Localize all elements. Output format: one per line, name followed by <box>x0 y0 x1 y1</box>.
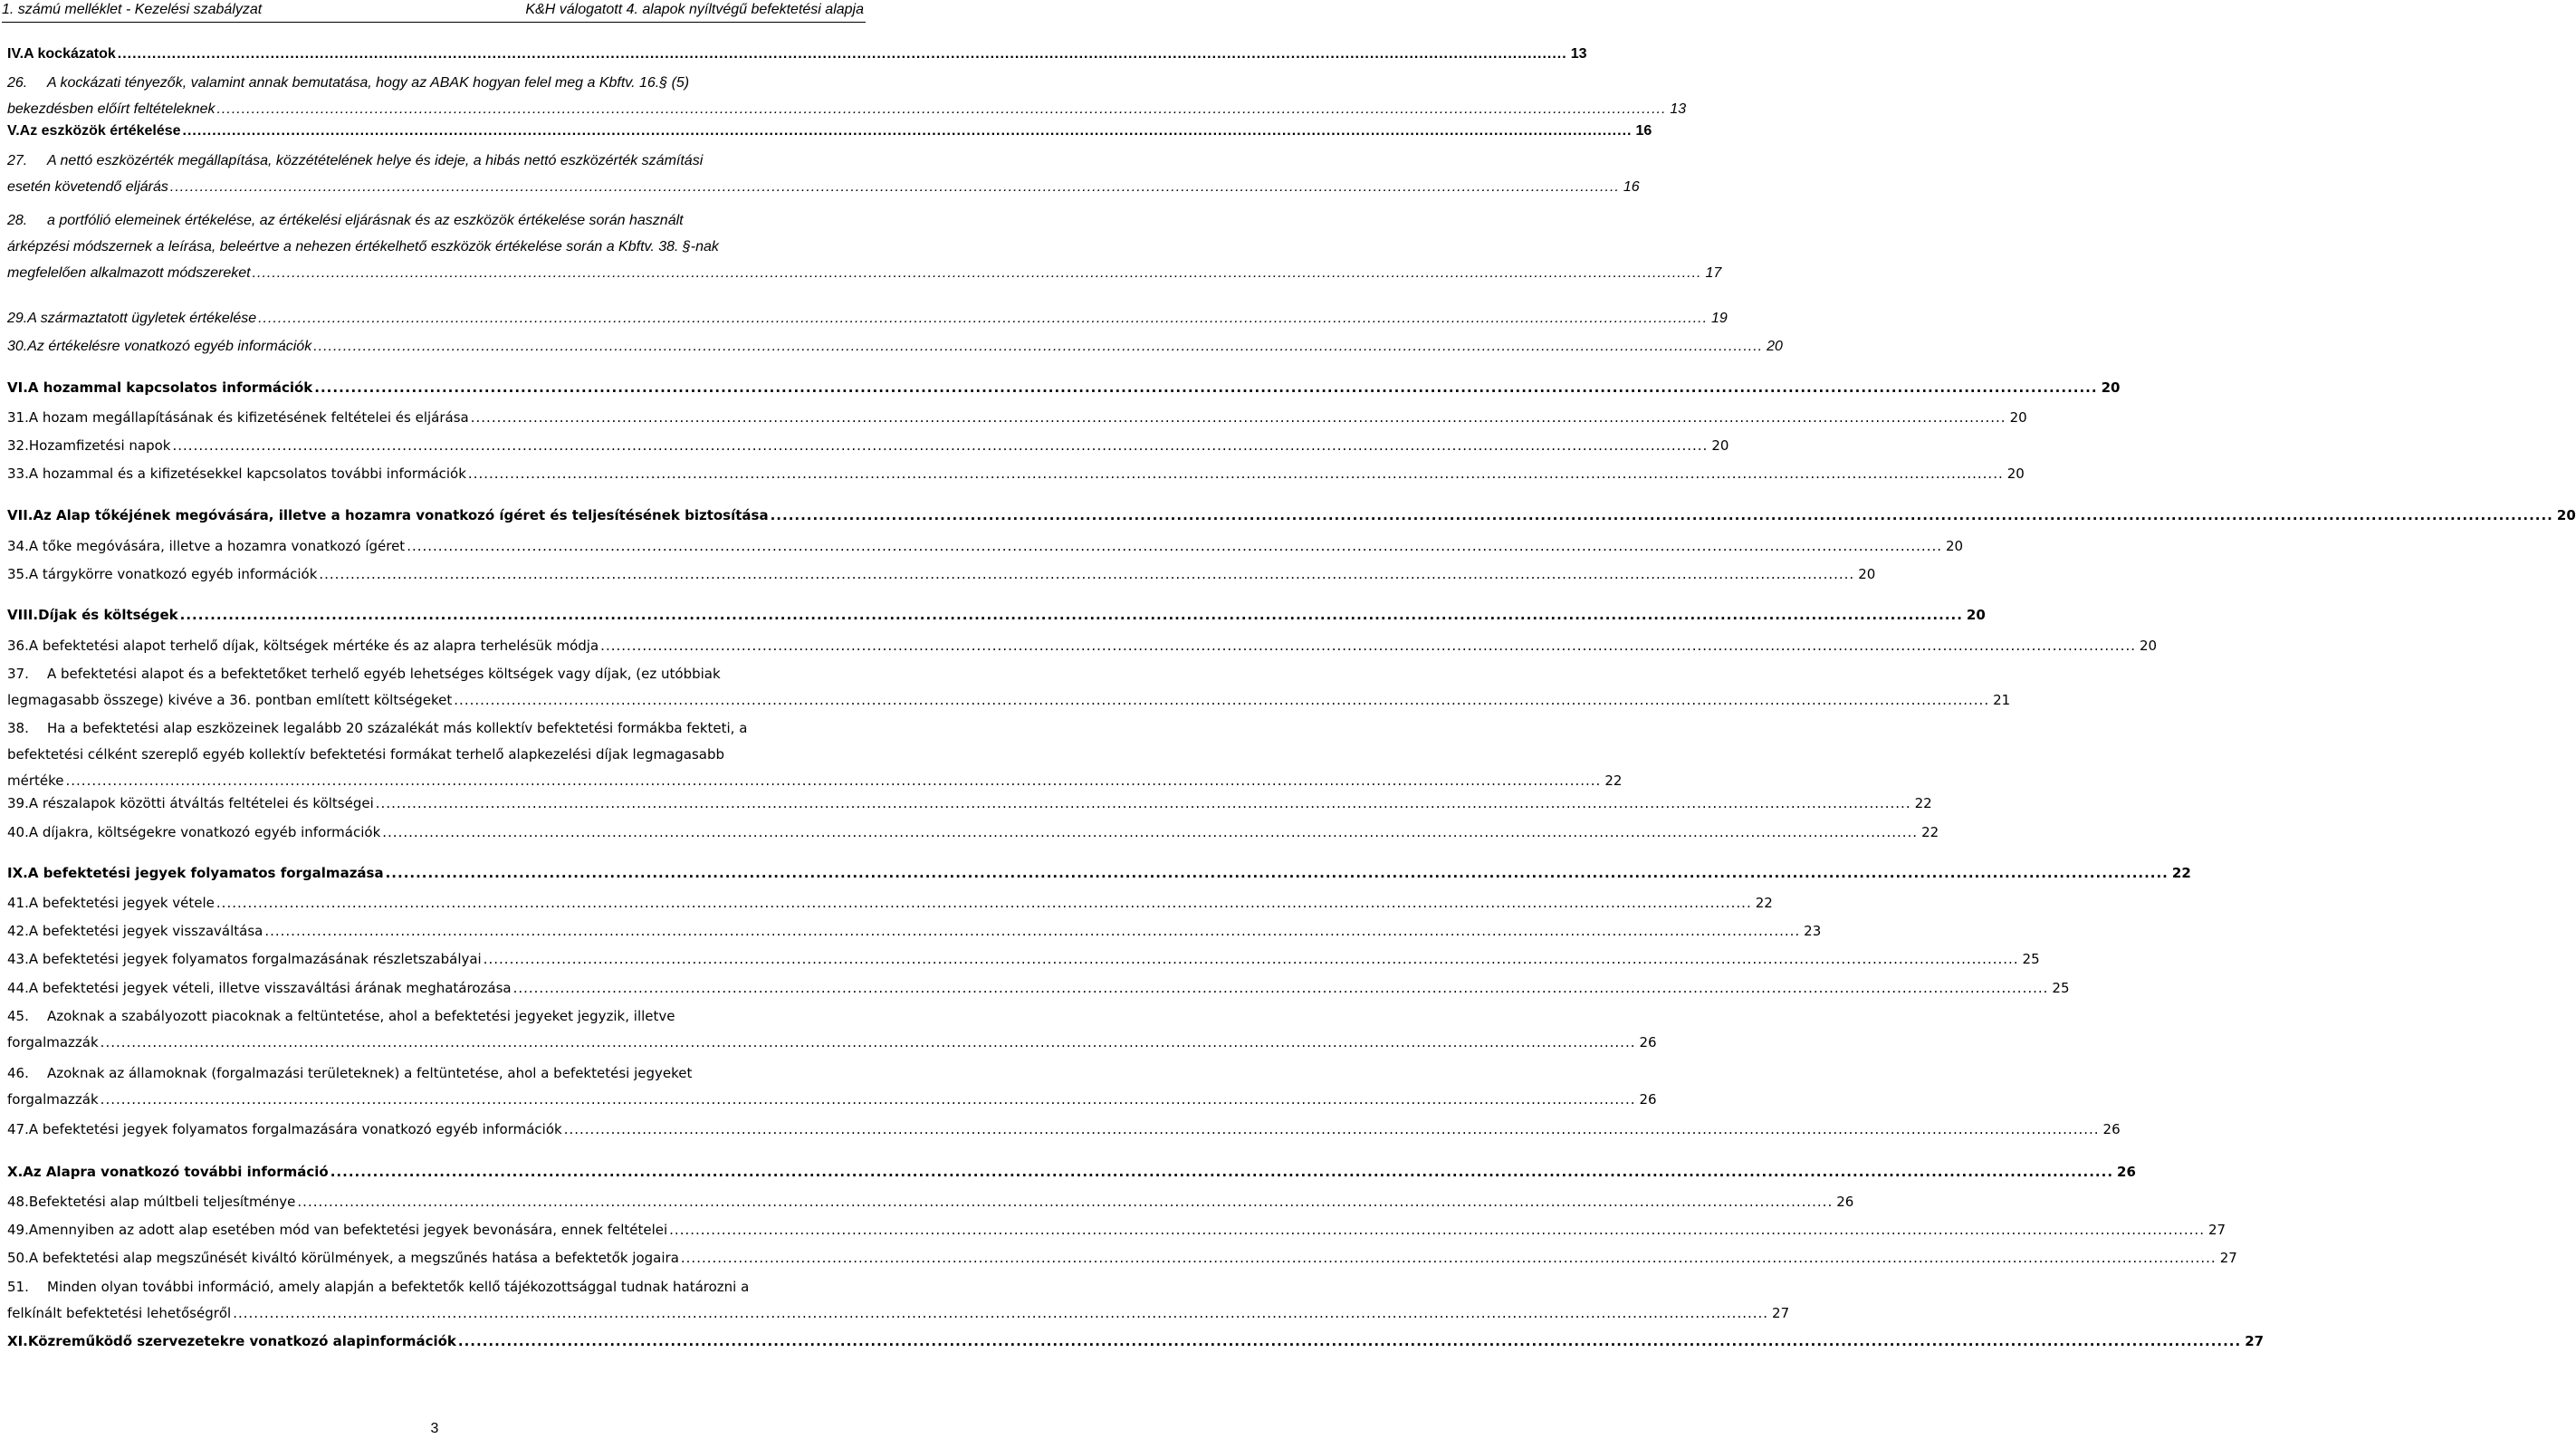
toc-number: 37. <box>7 666 29 682</box>
toc-title: befektetési célként szereplő egyéb kollektív befektetési formákat terhelő alapkezelési díjak legmagasabb <box>7 746 725 763</box>
dot-leader <box>264 918 1800 945</box>
dot-leader <box>454 687 1989 714</box>
toc-number: 36. <box>7 638 29 654</box>
toc-item[interactable] <box>7 918 1822 945</box>
toc-title: A befektetési jegyek visszaváltása <box>28 923 263 939</box>
toc-number: VI. <box>7 379 28 396</box>
toc-number: 32. <box>7 437 29 454</box>
dot-leader <box>297 1189 1833 1215</box>
toc-title: A díjakra, költségekre vonatkozó egyéb információk <box>28 824 381 840</box>
toc-title: A tárgykörre vonatkozó egyéb információk <box>28 566 318 582</box>
toc-number: 34. <box>7 538 29 554</box>
toc-number: 47. <box>7 1121 29 1137</box>
toc-item[interactable] <box>7 405 2027 431</box>
toc-page: 27 <box>1772 1305 1790 1321</box>
toc-item[interactable] <box>7 148 1640 200</box>
dot-leader <box>180 602 1963 628</box>
toc-title: megfelelően alkalmazott módszereket <box>7 265 251 281</box>
toc-number: 43. <box>7 951 29 967</box>
toc-page: 26 <box>1639 1091 1657 1108</box>
toc-page: 20 <box>1966 607 1986 623</box>
toc-title: Az eszközök értékelése <box>19 123 181 139</box>
toc-page: 27 <box>2245 1333 2265 1349</box>
toc-page: 25 <box>2052 980 2070 996</box>
toc-number: 41. <box>7 895 29 911</box>
toc-item[interactable] <box>7 333 1783 360</box>
toc-title: Befektetési alap múltbeli teljesítménye <box>28 1194 296 1210</box>
toc-item[interactable] <box>7 1217 2226 1243</box>
toc-page: 20 <box>2556 507 2576 523</box>
toc-title: árképzési módszernek a leírása, beleértve a nehezen értékelhető eszközök értékelése során a Kbftv. 38. §-nak <box>7 239 719 254</box>
toc-title: A tőke megóvására, illetve a hozamra vonatkozó ígéret <box>28 538 406 554</box>
dot-leader <box>382 820 1918 846</box>
toc-item[interactable] <box>7 791 1932 817</box>
toc-number: 46. <box>7 1065 29 1081</box>
toc-number: IV. <box>7 46 24 62</box>
toc-number: 40. <box>7 824 29 840</box>
toc-number: VII. <box>7 507 34 523</box>
dot-leader <box>386 860 2169 887</box>
toc-page: 23 <box>1804 923 1822 939</box>
dot-leader <box>407 533 1942 560</box>
toc-item[interactable] <box>7 1060 1657 1113</box>
toc-number: 35. <box>7 566 29 582</box>
toc-title: A kockázati tényezők, valamint annak bemutatása, hogy az ABAK hogyan felel meg a Kbftv. 16.§ (5) <box>47 75 690 91</box>
toc-page: 20 <box>2101 379 2121 396</box>
toc-title: forgalmazzák <box>7 1034 99 1050</box>
toc-chapter[interactable] <box>7 1329 2265 1355</box>
toc-page: 20 <box>1711 437 1729 454</box>
dot-leader <box>253 260 1702 286</box>
toc-chapter[interactable] <box>7 118 1652 144</box>
toc-item[interactable] <box>7 661 2011 714</box>
dot-leader <box>216 890 1752 916</box>
toc-page: 13 <box>1570 46 1587 62</box>
dot-leader <box>173 433 1709 459</box>
toc-chapter[interactable] <box>7 375 2121 401</box>
toc-item[interactable] <box>7 70 1687 122</box>
toc-item[interactable] <box>7 1245 2237 1271</box>
toc-number: 29. <box>7 311 28 326</box>
page-number: 3 <box>430 1421 439 1436</box>
toc-item[interactable] <box>7 1189 1854 1215</box>
toc-number: 26. <box>7 75 28 91</box>
toc-item[interactable] <box>7 305 1728 331</box>
toc-title: Díjak és költségek <box>38 607 178 623</box>
toc-page: 20 <box>1767 339 1783 354</box>
toc-title: bekezdésben előírt feltételeknek <box>7 101 215 117</box>
toc-item[interactable] <box>7 1274 1790 1327</box>
toc-chapter[interactable] <box>7 860 2191 887</box>
toc-number: 28. <box>7 213 28 228</box>
header-right: K&H válogatott 4. alapok nyíltvégű befektetési alapja <box>525 2 864 17</box>
toc-title: A hozammal kapcsolatos információk <box>27 379 313 396</box>
toc-page: 20 <box>2009 409 2027 426</box>
toc-number: 45. <box>7 1008 29 1024</box>
toc-page: 26 <box>1836 1194 1854 1210</box>
toc-page: 20 <box>2139 638 2158 654</box>
toc-page: 27 <box>2207 1222 2226 1238</box>
toc-item[interactable] <box>7 890 1773 916</box>
toc-title: Amennyiben az adott alap esetében mód van befektetési jegyek bevonására, ennek feltételei <box>28 1222 668 1238</box>
toc-page: 17 <box>1705 265 1722 281</box>
toc-item[interactable] <box>7 715 1623 794</box>
toc-title: forgalmazzák <box>7 1091 99 1108</box>
toc-number: 51. <box>7 1279 29 1295</box>
toc-page: 27 <box>2219 1250 2237 1266</box>
toc-number: XI. <box>7 1333 28 1349</box>
toc-title: Az Alap tőkéjének megóvására, illetve a hozamra vonatkozó ígéret és teljesítésének biztosítása <box>33 507 769 523</box>
toc-title: mértéke <box>7 772 64 789</box>
toc-page: 22 <box>1914 795 1932 811</box>
dot-leader <box>314 375 2097 401</box>
toc-number: 31. <box>7 409 29 426</box>
dot-leader <box>101 1087 1636 1113</box>
toc-item[interactable] <box>7 633 2158 659</box>
toc-title: legmagasabb összege) kivéve a 36. pontban említett költségeket <box>7 692 453 708</box>
toc-title: Azoknak az államoknak (forgalmazási területeknek) a feltüntetése, ahol a befektetési jegyeket <box>47 1065 693 1081</box>
toc-item[interactable] <box>7 561 1876 588</box>
toc-page: 26 <box>2117 1164 2136 1180</box>
toc-number: 49. <box>7 1222 29 1238</box>
toc-title: felkínált befektetési lehetőségről <box>7 1305 232 1321</box>
dot-leader <box>313 333 1763 360</box>
toc-title: A befektetési jegyek vételi, illetve visszaváltási árának meghatározása <box>28 980 512 996</box>
dot-leader <box>513 975 2049 1002</box>
header-left: 1. számú melléklet - Kezelési szabályzat <box>2 2 263 17</box>
toc-number: 27. <box>7 153 28 168</box>
toc-title: Hozamfizetési napok <box>28 437 171 454</box>
toc-page: 16 <box>1623 179 1640 195</box>
toc-title: A befektetési alapot és a befektetőket terhelő egyéb lehetséges költségek vagy díjak, (ez utóbbiak <box>47 666 721 682</box>
toc-item[interactable] <box>7 946 2040 973</box>
toc-page: 25 <box>2022 951 2040 967</box>
toc-item[interactable] <box>7 820 1939 846</box>
dot-leader <box>170 174 1620 200</box>
toc-chapter[interactable] <box>7 503 2576 529</box>
dot-leader <box>600 633 2136 659</box>
toc-title: A hozammal és a kifizetésekkel kapcsolatos további információk <box>28 465 466 482</box>
dot-leader <box>330 1159 2113 1185</box>
toc-title: A részalapok közötti átváltás feltételei és költségei <box>28 795 374 811</box>
toc-page: 20 <box>1946 538 1964 554</box>
toc-number: 33. <box>7 465 29 482</box>
dot-leader <box>458 1329 2241 1355</box>
dot-leader <box>183 118 1633 144</box>
toc-item[interactable] <box>7 433 1729 459</box>
dot-leader <box>233 1300 1768 1327</box>
toc-title: A befektetési jegyek folyamatos forgalmazására vonatkozó egyéb információk <box>28 1121 562 1137</box>
dot-leader <box>471 405 2006 431</box>
toc-page: 26 <box>1639 1034 1657 1050</box>
toc-title: A származtatott ügyletek értékelése <box>27 311 257 326</box>
toc-title: A befektetési jegyek folyamatos forgalmazása <box>27 865 384 881</box>
toc-page: 19 <box>1711 311 1728 326</box>
toc-title: Közreműködő szervezetekre vonatkozó alapinformációk <box>27 1333 456 1349</box>
toc-page: 20 <box>2006 465 2025 482</box>
toc-number: 42. <box>7 923 29 939</box>
toc-page: 22 <box>2171 865 2191 881</box>
toc-item[interactable] <box>7 975 2070 1002</box>
toc-title: Az Alapra vonatkozó további információ <box>23 1164 329 1180</box>
toc-title: A hozam megállapításának és kifizetésének feltételei és eljárása <box>28 409 469 426</box>
toc-page: 13 <box>1670 101 1687 117</box>
toc-item[interactable] <box>7 1117 2121 1143</box>
toc-item[interactable] <box>7 207 1722 286</box>
toc-title: Minden olyan további információ, amely alapján a befektetők kellő tájékozottsággal tudnak határozni a <box>47 1279 750 1295</box>
toc-page: 22 <box>1604 772 1623 789</box>
toc-item[interactable] <box>7 533 1964 560</box>
toc-number: VIII. <box>7 607 39 623</box>
dot-leader <box>319 561 1854 588</box>
toc-title: A nettó eszközérték megállapítása, közzétételének helye és ideje, a hibás nettó eszközérték számítási <box>47 153 704 168</box>
toc-title: a portfólió elemeinek értékelése, az értékelési eljárásnak és az eszközök értékelése során használt <box>47 213 684 228</box>
toc-chapter[interactable] <box>7 602 1986 628</box>
toc-number: 44. <box>7 980 29 996</box>
toc-item[interactable] <box>7 1003 1657 1056</box>
dot-leader <box>484 946 2019 973</box>
toc-page: 16 <box>1635 123 1652 139</box>
dot-leader <box>118 41 1567 67</box>
toc-number: X. <box>7 1164 24 1180</box>
toc-number: 50. <box>7 1250 29 1266</box>
toc-page: 21 <box>1993 692 2011 708</box>
toc-number: 48. <box>7 1194 29 1210</box>
toc-title: Azoknak a szabályozott piacoknak a feltüntetése, ahol a befektetési jegyeket jegyzik, illetve <box>47 1008 675 1024</box>
toc-number: 30. <box>7 339 28 354</box>
dot-leader <box>376 791 1911 817</box>
dot-leader <box>564 1117 2100 1143</box>
toc-title: esetén követendő eljárás <box>7 179 168 195</box>
dot-leader <box>669 1217 2205 1243</box>
toc-title: A befektetési jegyek folyamatos forgalmazásának részletszabályai <box>28 951 482 967</box>
toc-title: A befektetési alap megszűnését kiváltó körülmények, a megszűnés hatása a befektetők jogaira <box>28 1250 679 1266</box>
toc-number: 39. <box>7 795 29 811</box>
toc-number: V. <box>7 123 20 139</box>
toc-title: A befektetési jegyek vétele <box>28 895 215 911</box>
dot-leader <box>101 1030 1636 1056</box>
toc-page: 26 <box>2102 1121 2121 1137</box>
toc-number: IX. <box>7 865 28 881</box>
toc-chapter[interactable] <box>7 1159 2136 1185</box>
toc-title: A kockázatok <box>24 46 116 62</box>
toc-title: Az értékelésre vonatkozó egyéb információk <box>27 339 312 354</box>
dot-leader <box>258 305 1708 331</box>
toc-page: 22 <box>1755 895 1773 911</box>
toc-chapter[interactable] <box>7 41 1587 67</box>
toc-number: 38. <box>7 720 29 736</box>
toc-page: 22 <box>1921 824 1939 840</box>
dot-leader <box>468 461 2004 487</box>
toc-title: Ha a befektetési alap eszközeinek legalább 20 százalékát más kollektív befektetési formákba fekteti, a <box>47 720 748 736</box>
toc-item[interactable] <box>7 461 2025 487</box>
toc-page: 20 <box>1858 566 1876 582</box>
toc-title: A befektetési alapot terhelő díjak, költségek mértéke és az alapra terhelésük módja <box>28 638 599 654</box>
dot-leader <box>681 1245 2217 1271</box>
dot-leader <box>771 503 2553 529</box>
